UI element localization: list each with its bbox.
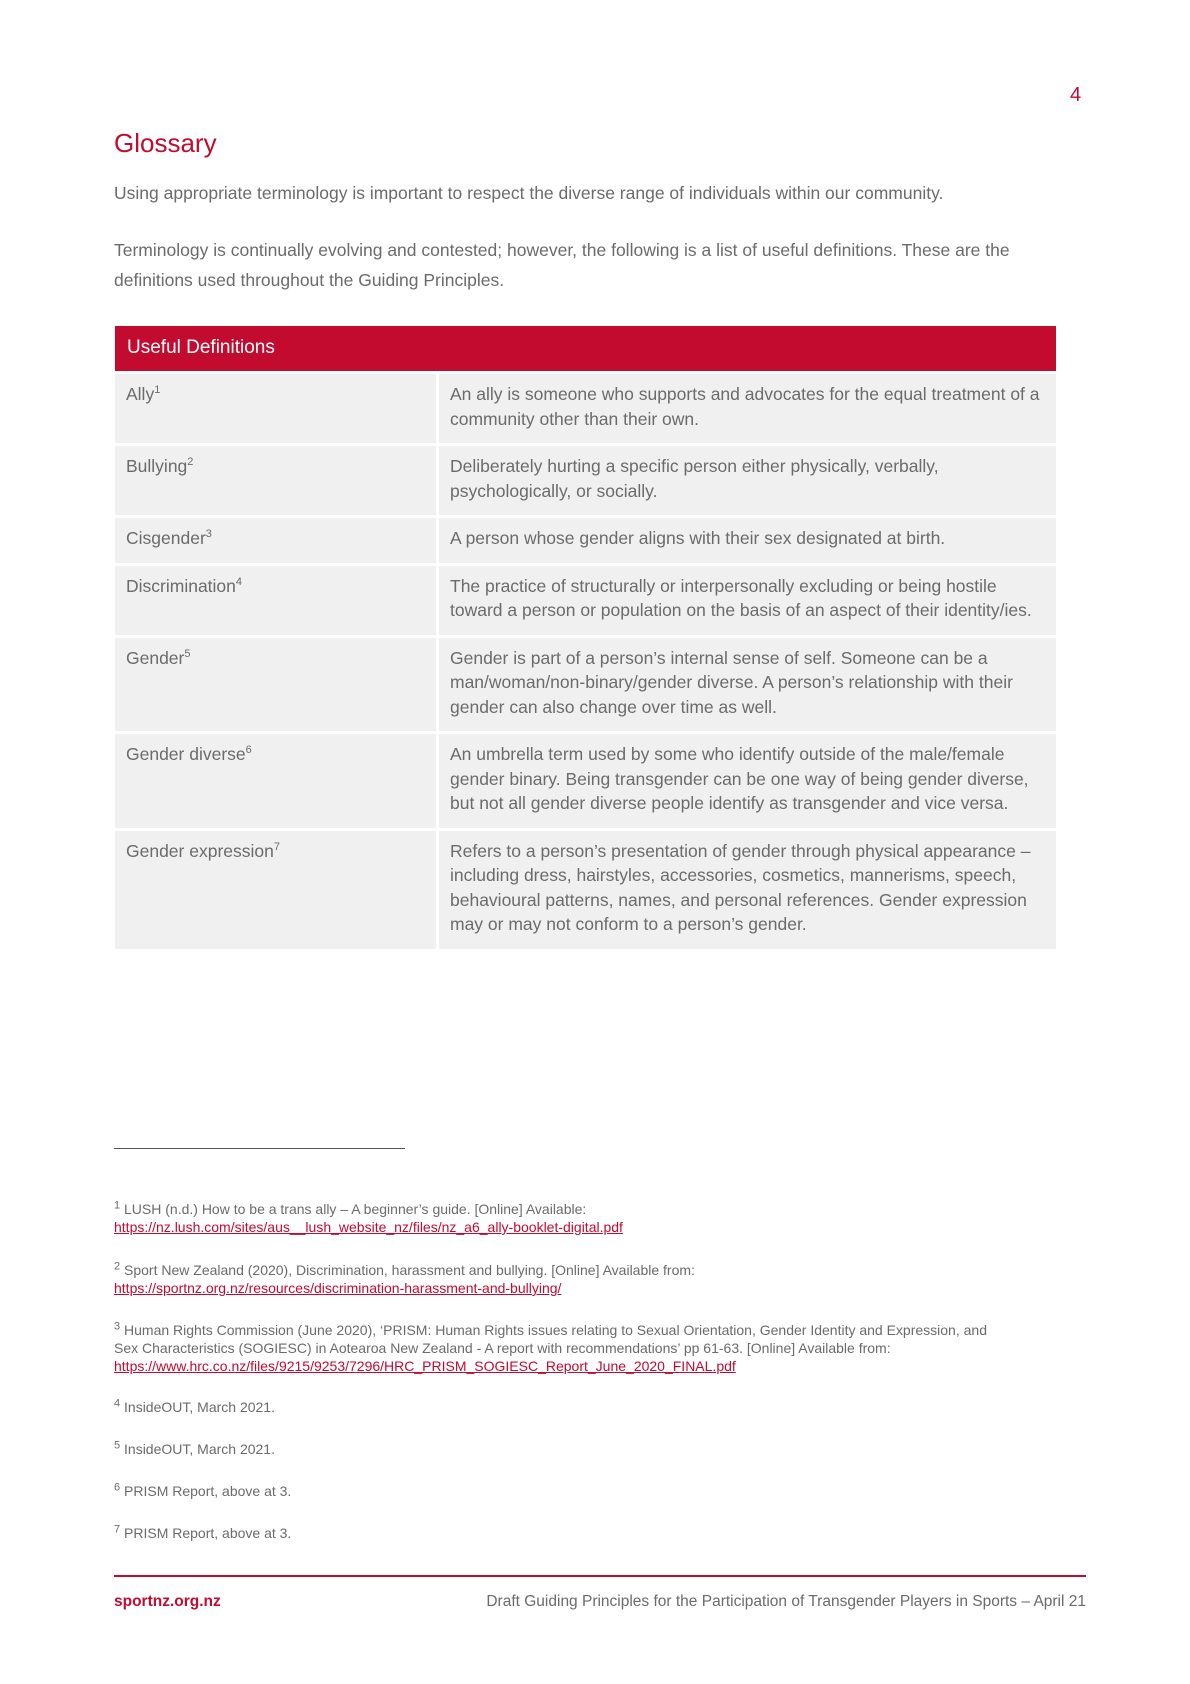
table-row	[115, 373, 1056, 445]
term-cell	[115, 564, 438, 636]
footnote-link[interactable]: https://sportnz.org.nz/resources/discrimination-harassment-and-bullying/	[114, 1280, 562, 1296]
footnote	[114, 1524, 1014, 1542]
definition-cell: An ally is someone who supports and advocates for the equal treatment of a community other than their own.	[438, 373, 1057, 445]
footnote-link[interactable]: https://nz.lush.com/sites/aus__lush_website_nz/files/nz_a6_ally-booklet-digital.pdf	[114, 1219, 623, 1235]
footnote-number: 2	[114, 1260, 121, 1273]
footnote	[114, 1200, 1014, 1236]
footer-doc-title: Draft Guiding Principles for the Participation of Transgender Players in Sports – April 21	[486, 1593, 1086, 1610]
footnote-number: 6	[114, 1481, 121, 1494]
term: Gender expression	[126, 840, 274, 861]
term: Discrimination	[126, 575, 236, 596]
table-header: Useful Definitions	[115, 326, 1056, 373]
footnote-number: 1	[114, 1199, 121, 1212]
footnote	[114, 1440, 1014, 1458]
page-title: Glossary	[114, 128, 217, 158]
footnote	[114, 1398, 1014, 1416]
term: Gender diverse	[126, 744, 246, 764]
term-cell	[115, 445, 438, 517]
term-cell	[115, 517, 438, 565]
footer-divider	[114, 1575, 1086, 1577]
footnote-text: InsideOUT, March 2021.	[124, 1399, 275, 1415]
table-row	[115, 517, 1056, 565]
definitions-table	[115, 326, 1056, 949]
footnote-number: 3	[114, 1320, 121, 1333]
table-row	[115, 445, 1056, 517]
term: Gender	[126, 647, 185, 668]
footnote-number: 5	[114, 1439, 121, 1452]
footnote	[114, 1261, 1014, 1297]
footnote-text: LUSH (n.d.) How to be a trans ally – A beginner’s guide. [Online] Available:	[124, 1201, 587, 1217]
footnote-separator	[114, 1148, 405, 1149]
term-cell	[115, 829, 438, 949]
term: Cisgender	[126, 528, 206, 548]
footnote-ref[interactable]: 7	[273, 840, 280, 853]
footnote-text: InsideOUT, March 2021.	[124, 1441, 275, 1457]
definition-cell: Refers to a person’s presentation of gender through physical appearance – including dress, hairstyles, accessories, cosmetics, mannerisms, speech, behavioural patterns, names, and personal references. Gender expression may or may not conform to a person’s gender.	[438, 829, 1057, 949]
footnote-ref[interactable]: 1	[154, 384, 161, 397]
term-cell	[115, 373, 438, 445]
intro-paragraph: Using appropriate terminology is important to respect the diverse range of individuals within our community.	[114, 183, 944, 203]
term: Bullying	[126, 456, 188, 476]
term: Ally	[126, 384, 155, 404]
footnote	[114, 1482, 1014, 1500]
table-row	[115, 829, 1056, 949]
terminology-paragraph: Terminology is continually evolving and contested; however, the following is a list of useful definitions. These are the definitions used throughout the Guiding Principles.	[114, 240, 1010, 290]
footnote-text: Sport New Zealand (2020), Discrimination, harassment and bullying. [Online] Available from:	[124, 1262, 695, 1278]
footnote-ref[interactable]: 2	[187, 456, 194, 469]
definition-cell: An umbrella term used by some who identify outside of the male/female gender binary. Being transgender can be one way of being gender diverse, but not all gender diverse people identify as transgender and vice versa.	[438, 733, 1057, 830]
term-cell	[115, 733, 438, 830]
page-number: 4	[1070, 84, 1082, 106]
footnote-ref[interactable]: 4	[235, 575, 243, 588]
footnote-number: 4	[114, 1397, 121, 1410]
footnote-text: PRISM Report, above at 3.	[124, 1483, 292, 1499]
table-row	[115, 564, 1056, 636]
footnote-ref[interactable]: 5	[184, 647, 191, 660]
footnote-text: Human Rights Commission (June 2020), ‘PRISM: Human Rights issues relating to Sexual Orientation, Gender Identity and Expression, and Sex Characteristics (SOGIESC) in Aotearoa New Zealand - A report with recommendations’ pp 61-63. [Online] Available from:	[114, 1322, 987, 1356]
footnote-ref[interactable]: 3	[205, 528, 212, 541]
footnote-ref[interactable]: 6	[245, 744, 252, 757]
footnote-link[interactable]: https://www.hrc.co.nz/files/9215/9253/7296/HRC_PRISM_SOGIESC_Report_June_2020_FINAL.pdf	[114, 1358, 736, 1374]
footnote-text: PRISM Report, above at 3.	[124, 1525, 292, 1541]
footnote	[114, 1321, 1014, 1375]
table-row	[115, 636, 1056, 733]
definition-cell: The practice of structurally or interpersonally excluding or being hostile toward a person or population on the basis of an aspect of their identity/ies.	[438, 564, 1057, 636]
table-row	[115, 733, 1056, 830]
definition-cell: Gender is part of a person’s internal sense of self. Someone can be a man/woman/non-binary/gender diverse. A person’s relationship with their gender can also change over time as well.	[438, 636, 1057, 733]
definition-cell: Deliberately hurting a specific person either physically, verbally, psychologically, or socially.	[438, 445, 1057, 517]
term-cell	[115, 636, 438, 733]
footnote-number: 7	[114, 1523, 121, 1536]
footer-site[interactable]: sportnz.org.nz	[114, 1593, 221, 1610]
definition-cell: A person whose gender aligns with their sex designated at birth.	[438, 517, 1057, 565]
